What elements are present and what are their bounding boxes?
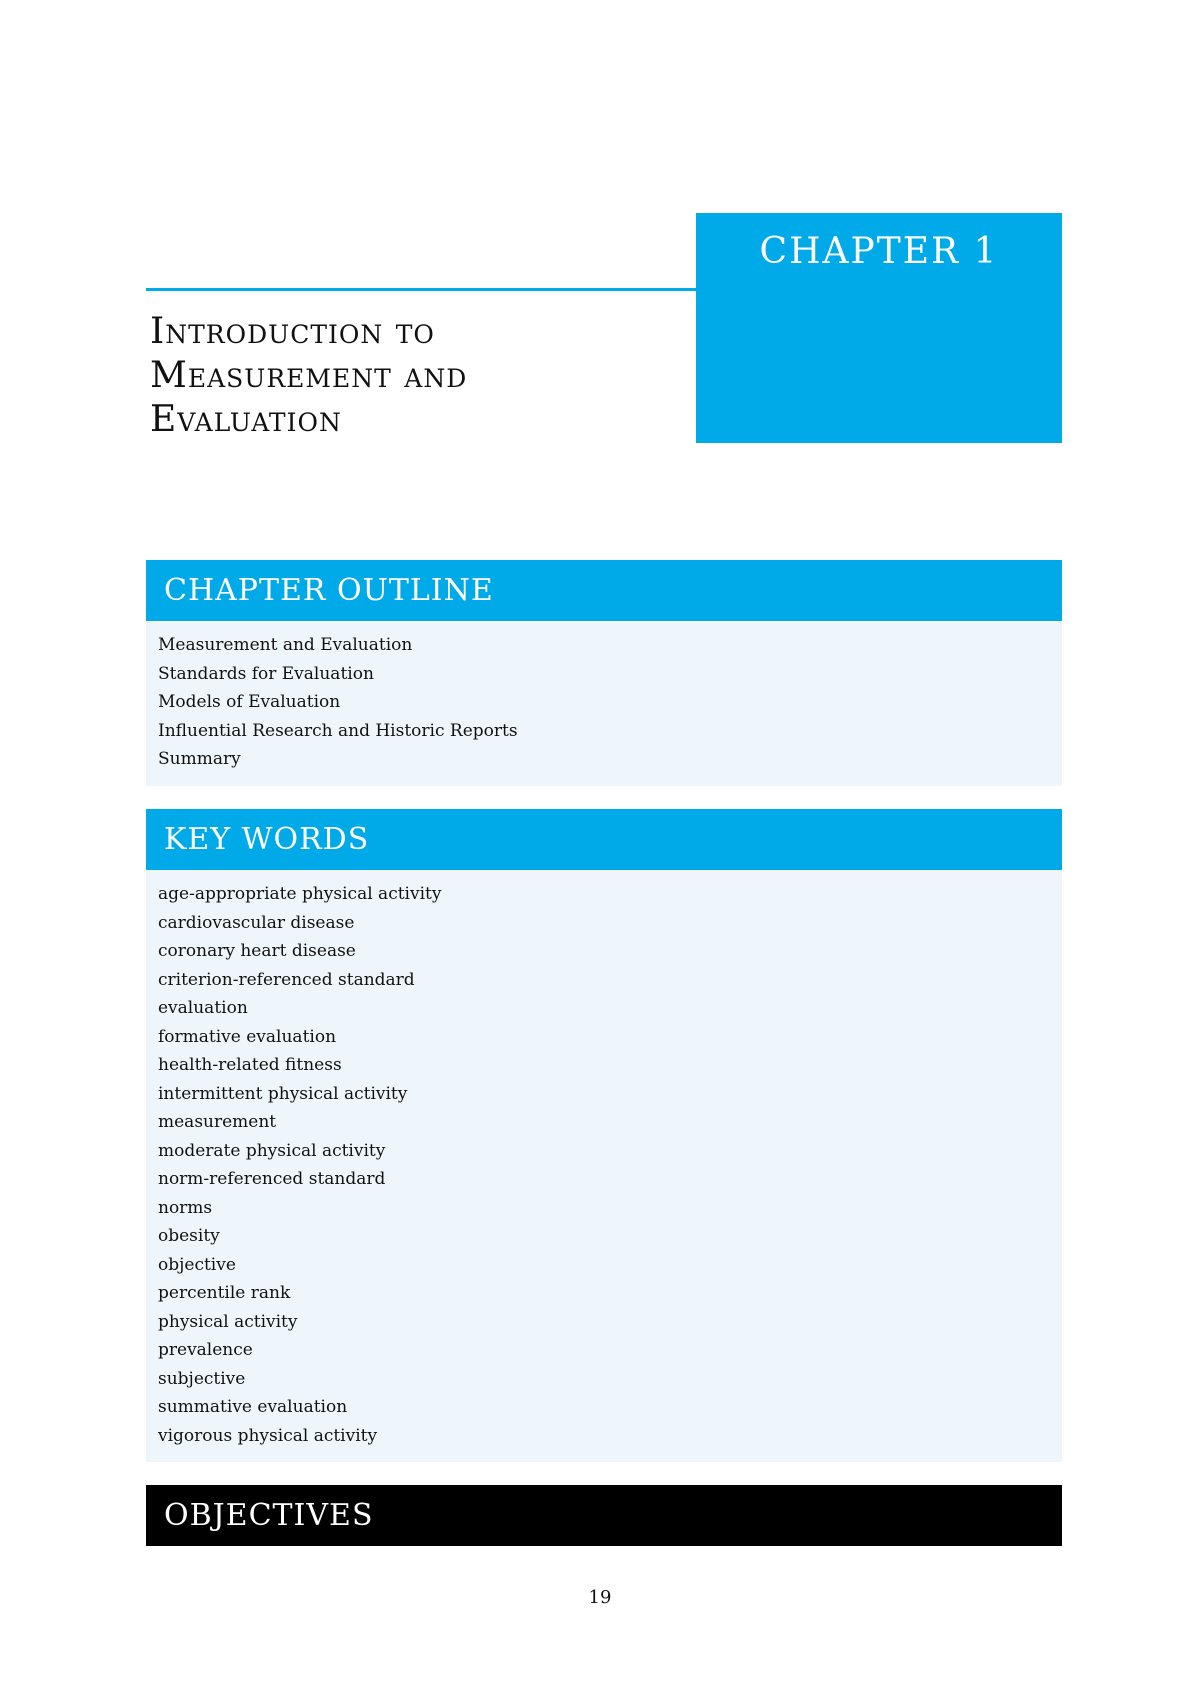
chapter-number-box (696, 213, 1062, 443)
key-word-item: norm-referenced standard (158, 1169, 386, 1189)
key-word-item: subjective (158, 1368, 246, 1389)
page-number: 19 (588, 1587, 612, 1608)
key-words-heading: KEY WORDS (146, 809, 1062, 870)
chapter-title-line: Measurement and (150, 355, 468, 396)
key-word-item: criterion-referenced standard (158, 969, 415, 990)
key-word-item: percentile rank (158, 1283, 291, 1303)
key-word-item: coronary heart disease (158, 941, 356, 961)
chapter-outline-section (146, 560, 1062, 786)
objectives-section (146, 1485, 1062, 1546)
title-rule (146, 288, 696, 291)
key-word-item: age-appropriate physical activity (158, 884, 442, 904)
outline-item: Models of Evaluation (158, 692, 341, 712)
key-word-item: moderate physical activity (158, 1140, 386, 1161)
chapter-title-line: Introduction to (150, 311, 435, 352)
chapter-title-line: Evaluation (150, 399, 342, 440)
key-word-item: cardiovascular disease (158, 912, 355, 933)
key-word-item: evaluation (158, 998, 248, 1018)
key-word-item: vigorous physical activity (158, 1425, 378, 1446)
key-words-section (146, 809, 1062, 1462)
chapter-number: CHAPTER 1 (759, 231, 999, 272)
key-word-item: formative evaluation (158, 1026, 337, 1047)
key-word-item: intermittent physical activity (158, 1083, 408, 1104)
key-word-item: physical activity (158, 1311, 298, 1332)
key-word-item: norms (158, 1197, 213, 1218)
key-word-item: summative evaluation (158, 1397, 348, 1417)
outline-item: Standards for Evaluation (158, 663, 374, 684)
outline-item: Summary (158, 749, 241, 769)
key-word-item: obesity (158, 1226, 220, 1246)
chapter-outline-heading: CHAPTER OUTLINE (146, 560, 1062, 621)
outline-item: Influential Research and Historic Reports (158, 720, 518, 741)
key-word-item: health-related fitness (158, 1055, 342, 1075)
outline-item: Measurement and Evaluation (158, 635, 413, 655)
chapter-outline-list (146, 621, 1062, 786)
key-word-item: prevalence (158, 1340, 253, 1360)
chapter-title (150, 310, 670, 442)
objectives-heading: OBJECTIVES (146, 1485, 1062, 1546)
key-word-item: measurement (158, 1112, 277, 1132)
key-word-item: objective (158, 1254, 236, 1275)
key-words-list (146, 870, 1062, 1462)
